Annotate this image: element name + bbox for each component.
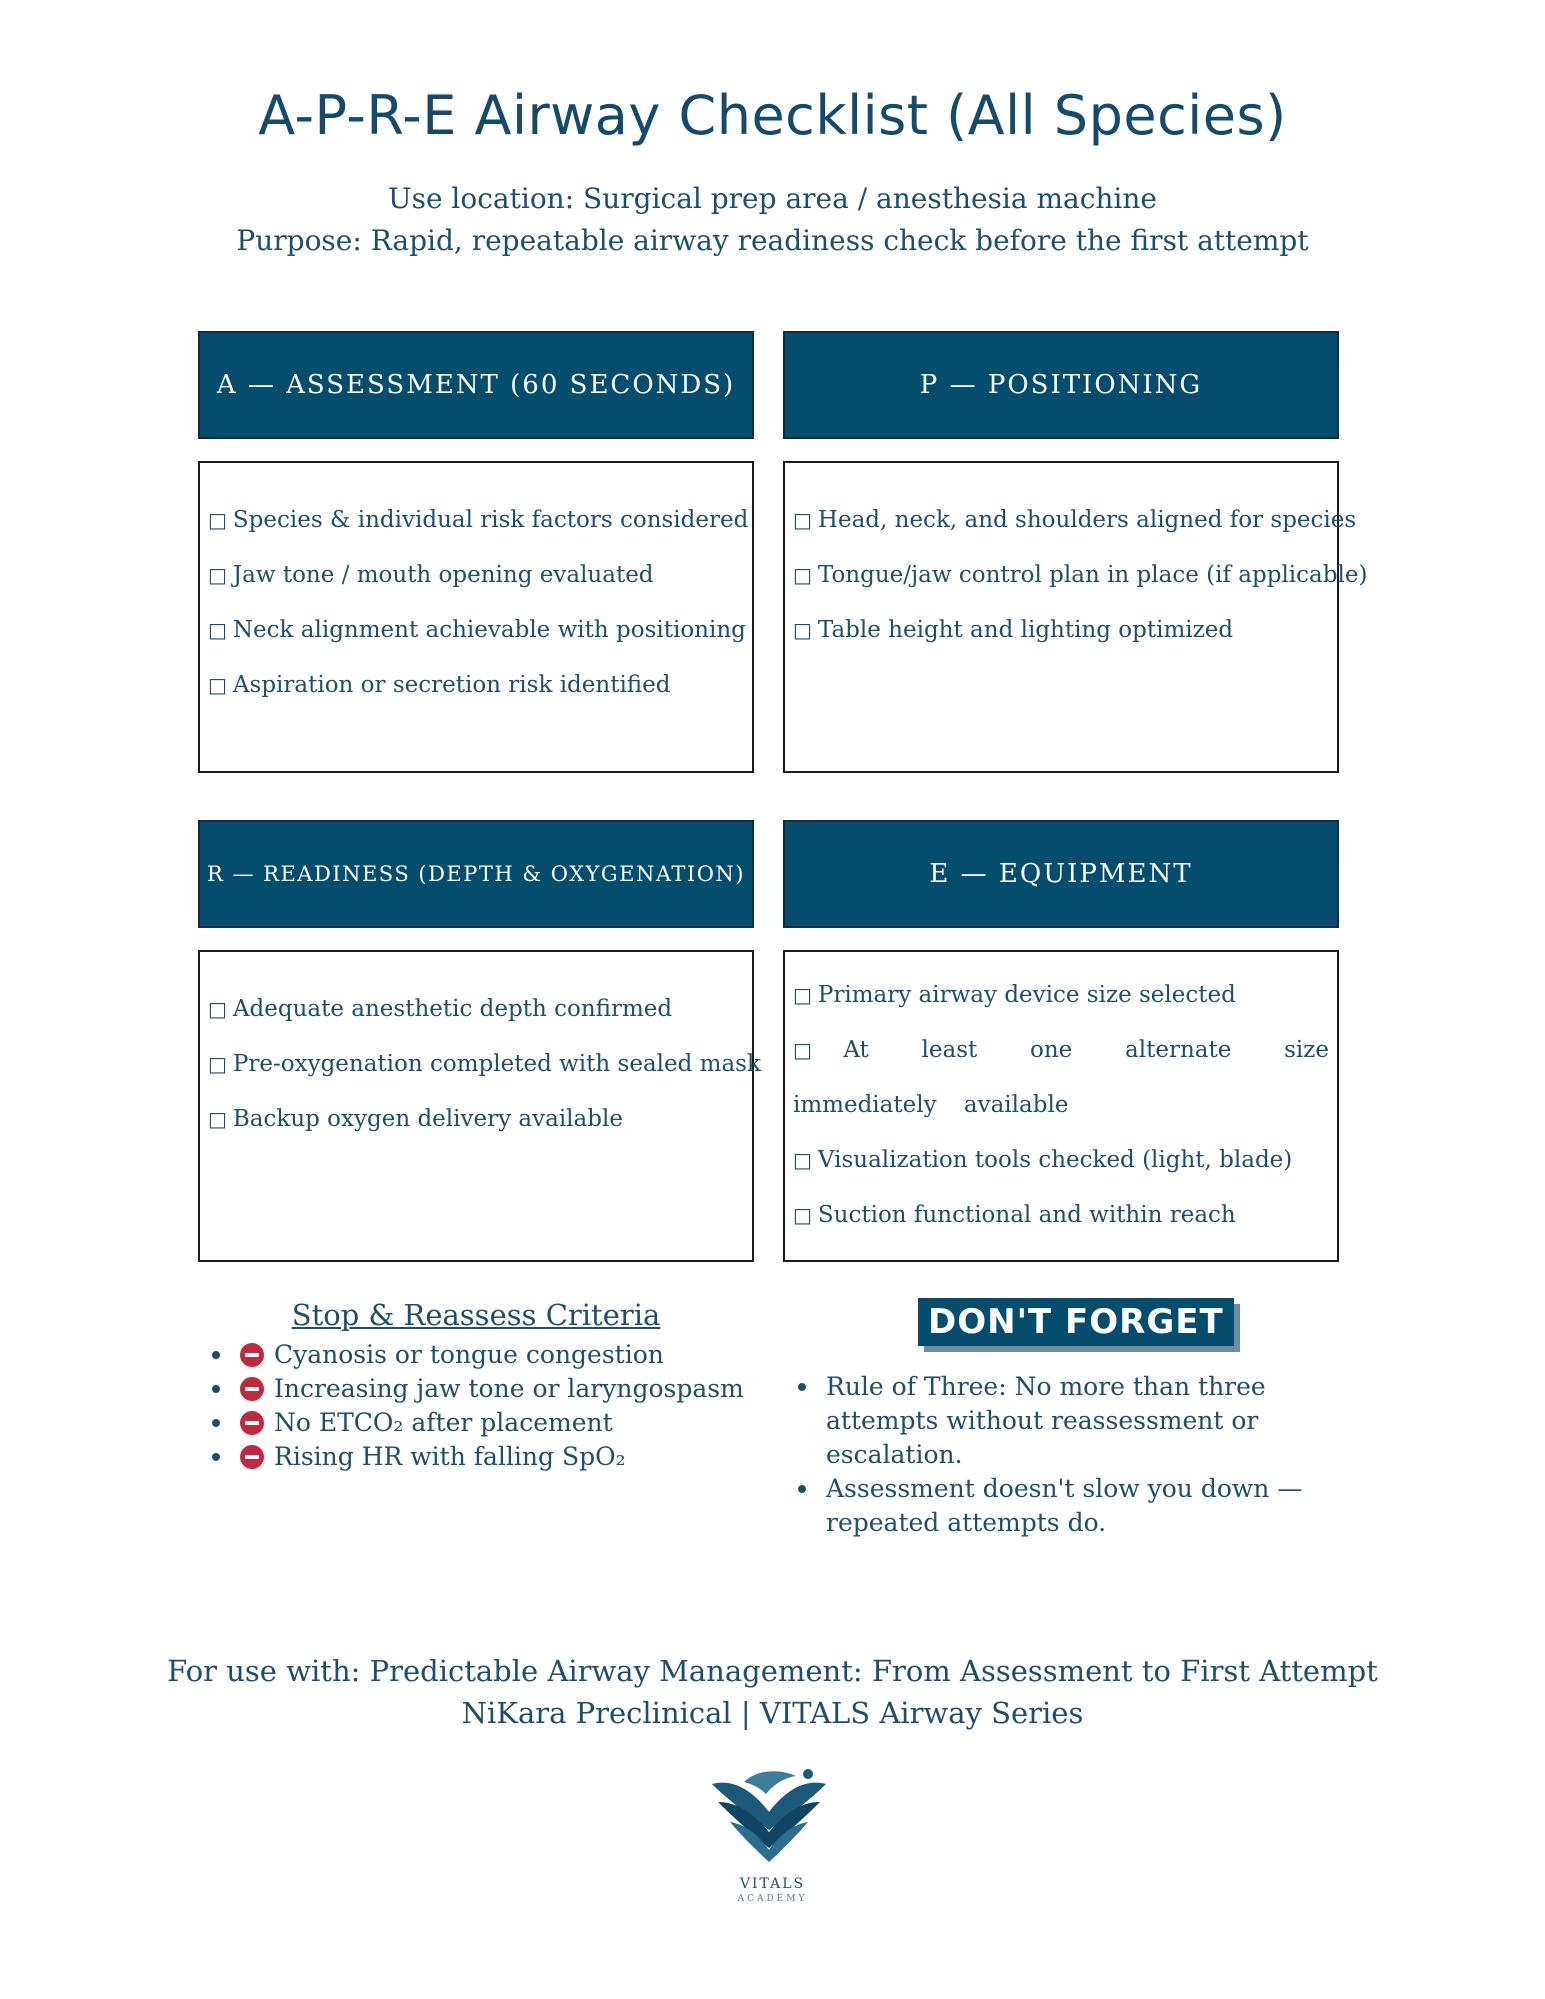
- bullet-icon: [212, 1453, 220, 1461]
- stop-icon: [240, 1445, 264, 1469]
- checklist-item[interactable]: □ Aspiration or secretion risk identified: [208, 672, 671, 698]
- subtitle-purpose: Purpose: Rapid, repeatable airway readiness check before the first attempt: [236, 224, 1309, 257]
- checklist-item[interactable]: □ Head, neck, and shoulders aligned for species: [793, 507, 1357, 533]
- dont-forget-badge: DON'T FORGET: [918, 1298, 1234, 1346]
- section-header-readiness: R — READINESS (DEPTH & OXYGENATION): [198, 820, 754, 928]
- list-item: Assessment doesn't slow you down — repeated attempts do.: [796, 1472, 1356, 1540]
- checkbox-icon[interactable]: □: [208, 563, 227, 587]
- stop-icon: [240, 1343, 264, 1367]
- checkbox-icon[interactable]: □: [208, 618, 227, 642]
- list-item: Cyanosis or tongue congestion: [212, 1338, 744, 1372]
- checklist-item[interactable]: □ Suction functional and within reach: [793, 1202, 1236, 1228]
- list-item: Rule of Three: No more than three attempts without reassessment or escalation.: [796, 1370, 1356, 1472]
- checkbox-icon[interactable]: □: [793, 563, 812, 587]
- section-header-equipment: E — EQUIPMENT: [783, 820, 1339, 928]
- section-box-equipment: [783, 950, 1339, 1262]
- checkbox-icon[interactable]: □: [793, 1148, 812, 1172]
- checklist-item[interactable]: □ Species & individual risk factors considered: [208, 507, 749, 533]
- checkbox-icon[interactable]: □: [793, 983, 812, 1007]
- checklist-item[interactable]: □ Table height and lighting optimized: [793, 617, 1234, 643]
- section-box-assessment: [198, 461, 754, 773]
- checkbox-icon[interactable]: □: [793, 618, 812, 642]
- logo-subtitle: ACADEMY: [737, 1894, 808, 1904]
- bullet-icon: [212, 1419, 220, 1427]
- checklist-item[interactable]: □ Primary airway device size selected: [793, 982, 1236, 1008]
- list-item: Increasing jaw tone or laryngospasm: [212, 1372, 744, 1406]
- checklist-item[interactable]: □ Pre-oxygenation completed with sealed mask: [208, 1051, 761, 1077]
- checklist-item[interactable]: □ Backup oxygen delivery available: [208, 1106, 623, 1132]
- stop-criteria-list: [212, 1338, 744, 1474]
- list-item: Rising HR with falling SpO₂: [212, 1440, 744, 1474]
- checkbox-icon[interactable]: □: [208, 673, 227, 697]
- dont-forget-list: [796, 1370, 1356, 1540]
- checklist-item[interactable]: □ Adequate anesthetic depth confirmed: [208, 996, 673, 1022]
- stop-icon: [240, 1377, 264, 1401]
- stop-criteria-title: Stop & Reassess Criteria: [291, 1298, 661, 1332]
- section-box-positioning: [783, 461, 1368, 773]
- checkbox-icon[interactable]: □: [793, 508, 812, 532]
- bullet-icon: [212, 1351, 220, 1359]
- checkbox-icon[interactable]: □: [208, 997, 227, 1021]
- checkbox-icon[interactable]: □: [793, 1203, 812, 1227]
- footer-line-2: NiKara Preclinical | VITALS Airway Series: [461, 1696, 1084, 1730]
- checkbox-icon[interactable]: □: [793, 1038, 838, 1062]
- stop-icon: [240, 1411, 264, 1435]
- bullet-icon: [212, 1385, 220, 1393]
- checklist-item[interactable]: □ At least one alternate size immediately available: [793, 1037, 1329, 1118]
- page-title: A-P-R-E Airway Checklist (All Species): [258, 84, 1287, 147]
- subtitle-location: Use location: Surgical prep area / anesthesia machine: [387, 182, 1157, 215]
- checklist-item[interactable]: □ Neck alignment achievable with positioning: [208, 617, 746, 643]
- logo-name: VITALS: [739, 1876, 806, 1892]
- checklist-item[interactable]: □ Jaw tone / mouth opening evaluated: [208, 562, 654, 588]
- vitals-logo-icon: [704, 1768, 834, 1864]
- checkbox-icon[interactable]: □: [208, 1107, 227, 1131]
- footer-line-1: For use with: Predictable Airway Management: From Assessment to First Attempt: [167, 1654, 1378, 1688]
- checklist-item[interactable]: □ Tongue/jaw control plan in place (if applicable): [793, 562, 1368, 588]
- list-item: No ETCO₂ after placement: [212, 1406, 744, 1440]
- section-box-readiness: [198, 950, 761, 1262]
- checklist-item[interactable]: □ Visualization tools checked (light, blade): [793, 1147, 1293, 1173]
- checkbox-icon[interactable]: □: [208, 1052, 227, 1076]
- section-header-positioning: P — POSITIONING: [783, 331, 1339, 439]
- checkbox-icon[interactable]: □: [208, 508, 227, 532]
- section-header-assessment: A — ASSESSMENT (60 SECONDS): [198, 331, 754, 439]
